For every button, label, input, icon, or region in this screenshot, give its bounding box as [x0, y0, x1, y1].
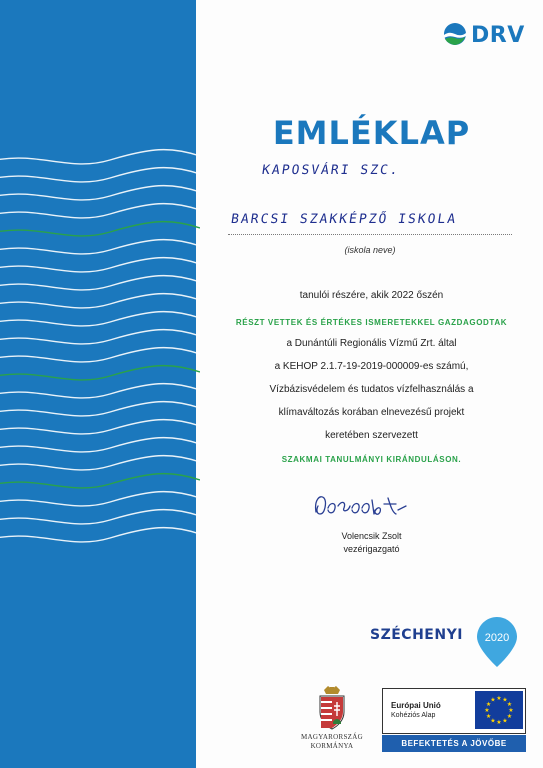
- wave-line: [0, 438, 200, 452]
- eu-stars: [475, 691, 523, 729]
- eu-star: ★: [496, 696, 502, 702]
- eu-star: ★: [506, 702, 513, 708]
- eu-star: ★: [496, 720, 502, 726]
- drv-logo-text: DRV: [471, 23, 525, 48]
- wave-line: [0, 456, 200, 470]
- signer-name: Volencsik Zsolt: [341, 531, 402, 541]
- wave-line: [0, 528, 200, 542]
- government-label: [292, 733, 372, 751]
- eu-star: ★: [484, 708, 490, 714]
- wave-line: [0, 474, 200, 488]
- signer-block: [200, 530, 543, 556]
- eu-star: ★: [508, 708, 514, 714]
- szechenyi-year: 2020: [484, 632, 510, 644]
- body-line: a Dunántúli Regionális Vízmű Zrt. által: [286, 338, 457, 349]
- eu-star: ★: [502, 697, 508, 704]
- wave-line: [0, 366, 200, 380]
- body-line: tanulói részére, akik 2022 őszén: [299, 290, 444, 301]
- wave-line: [0, 330, 200, 344]
- page-title: EMLÉKLAP: [272, 114, 471, 152]
- body-line: Vízbázisvédelem és tudatos vízfelhasználás a: [269, 384, 474, 395]
- wave-line: [0, 402, 200, 416]
- body-line-highlight: RÉSZT VETTEK ÉS ÉRTÉKES ISMERETEKKEL GAZDAGODTAK: [235, 318, 508, 327]
- body-line: klímaváltozás korában elnevezésű projekt: [278, 407, 465, 418]
- body-line-highlight: SZAKMAI TANULMÁNYI KIRÁNDULÁSON.: [281, 455, 462, 464]
- eu-star: ★: [490, 697, 496, 704]
- wave-line: [0, 186, 200, 200]
- eu-star: ★: [485, 702, 492, 708]
- eu-flag-icon: [475, 691, 523, 729]
- eu-union-label: Európai Unió: [391, 701, 441, 710]
- invest-in-future-banner: BEFEKTETÉS A JÖVŐBE: [382, 735, 526, 752]
- wave-line: [0, 348, 200, 362]
- wave-line: [0, 222, 200, 236]
- government-line1: MAGYARORSZÁG: [301, 733, 363, 741]
- wave-line: [0, 204, 200, 218]
- eu-star: ★: [502, 718, 508, 725]
- eu-fund-label: Kohéziós Alap: [391, 712, 436, 719]
- wave-line: [0, 294, 200, 308]
- szechenyi-pin-icon: [474, 615, 520, 669]
- wave-line: [0, 258, 200, 272]
- wave-line: [0, 240, 200, 254]
- wave-line: [0, 384, 200, 398]
- wave-line: [0, 312, 200, 326]
- eu-star: ★: [485, 714, 492, 720]
- wave-line: [0, 150, 200, 164]
- government-line2: KORMÁNYA: [310, 742, 354, 750]
- drv-logo-icon: [443, 22, 467, 46]
- eu-star: ★: [490, 718, 496, 725]
- handwritten-school-district: KAPOSVÁRI SZC.: [260, 163, 401, 178]
- wave-line: [0, 168, 200, 182]
- wave-line: [0, 492, 200, 506]
- school-name-line: [228, 234, 512, 235]
- handwritten-school-name: BARCSI SZAKKÉPZŐ ISKOLA: [229, 212, 459, 227]
- wave-lines: [0, 0, 200, 768]
- wave-line: [0, 420, 200, 434]
- szechenyi-label: SZÉCHENYI: [370, 627, 463, 643]
- body-line: keretében szervezett: [325, 430, 418, 441]
- eu-star: ★: [506, 714, 513, 720]
- eu-fund-box: [382, 688, 526, 734]
- body-line: a KEHOP 2.1.7-19-2019-000009-es számú,: [274, 361, 469, 372]
- wave-line: [0, 510, 200, 524]
- coat-of-arms-icon: [316, 686, 348, 730]
- signature-image: [312, 490, 412, 522]
- signer-role: vezérigazgató: [343, 544, 400, 554]
- wave-line: [0, 276, 200, 290]
- school-name-caption: (iskola neve): [344, 245, 396, 255]
